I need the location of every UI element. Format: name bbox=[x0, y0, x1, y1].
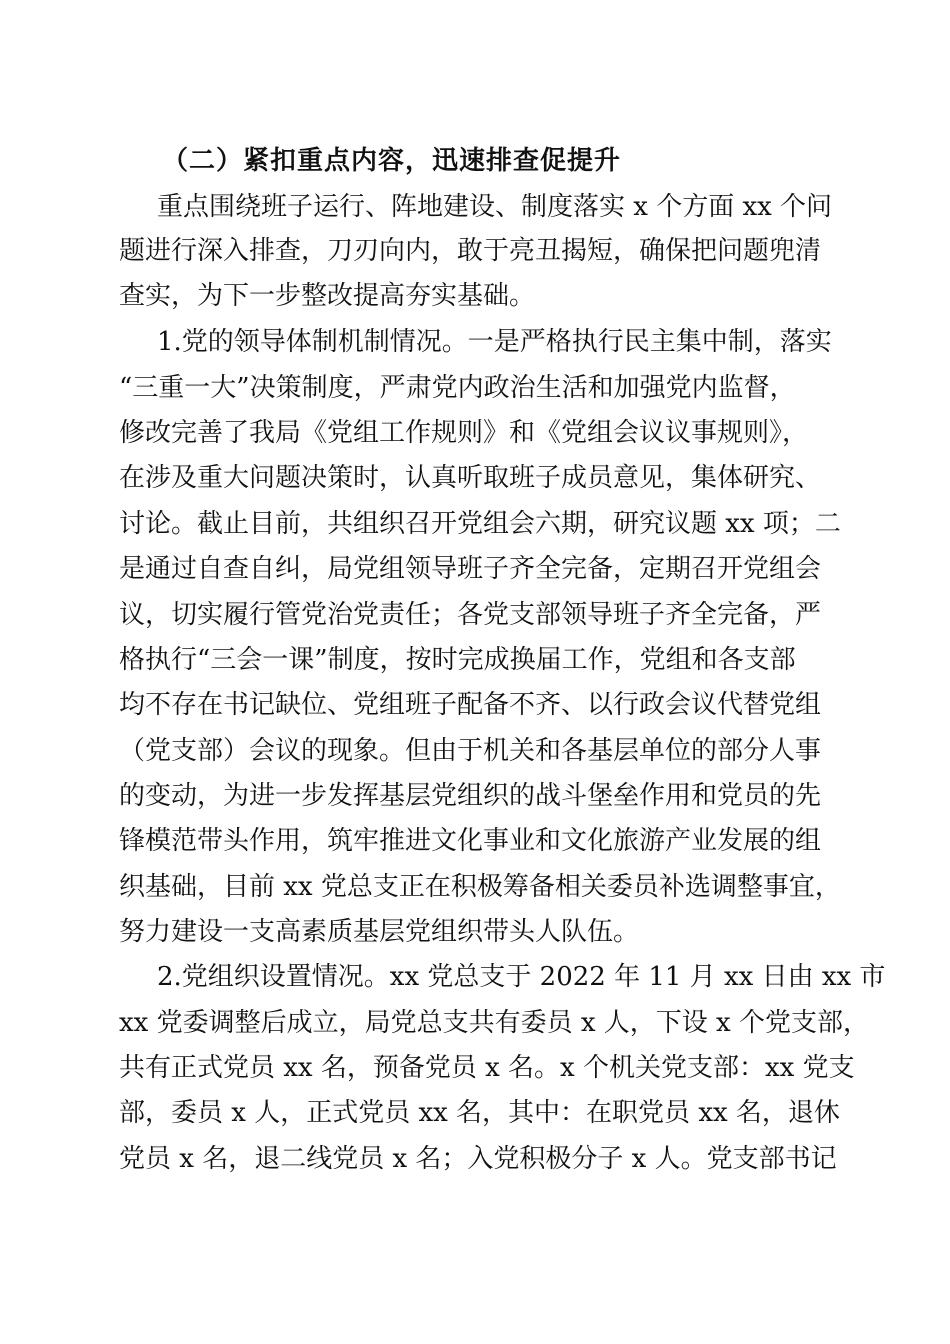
paragraph-2-line-6: 是通过自查自纠，局党组领导班子齐全完备，定期召开党组会 bbox=[119, 554, 822, 584]
paragraph-2-line-4: 在涉及重大问题决策时，认真听取班子成员意见，集体研究、 bbox=[119, 463, 822, 493]
paragraph-1-line-3: 查实，为下一步整改提高夯实基础。 bbox=[119, 281, 536, 311]
paragraph-1-line-2: 题进行深入排查，刀刃向内，敢于亮丑揭短，确保把问题兜清 bbox=[119, 236, 822, 266]
paragraph-3-line-5: 党员 x 名，退二线党员 x 名；入党积极分子 x 人。党支部书记 bbox=[119, 1144, 837, 1174]
paragraph-3-line-4: 部，委员 x 人，正式党员 xx 名，其中：在职党员 xx 名，退休 bbox=[119, 1098, 840, 1128]
paragraph-3-line-1: 2.党组织设置情况。xx 党总支于 2022 年 11 月 xx 日由 xx 市 bbox=[157, 962, 886, 992]
paragraph-2-line-10: （党支部）会议的现象。但由于机关和各基层单位的部分人事 bbox=[119, 736, 822, 766]
paragraph-2-line-14: 努力建设一支高素质基层党组织带头人队伍。 bbox=[119, 917, 640, 947]
paragraph-2-line-7: 议，切实履行管党治党责任；各党支部领导班子齐全完备，严 bbox=[119, 600, 822, 630]
paragraph-2-line-8: 格执行“三会一课”制度，按时完成换届工作，党组和各支部 bbox=[119, 645, 796, 675]
section-heading: （二）紧扣重点内容，迅速排查促提升 bbox=[162, 146, 622, 176]
paragraph-2-line-3: 修改完善了我局《党组工作规则》和《党组会议议事规则》， bbox=[119, 418, 809, 448]
paragraph-2-line-13: 织基础，目前 xx 党总支正在积极筹备相关委员补选调整事宜， bbox=[119, 872, 841, 902]
paragraph-2-line-12: 锋模范带头作用，筑牢推进文化事业和文化旅游产业发展的组 bbox=[119, 826, 822, 856]
paragraph-1-line-1: 重点围绕班子运行、阵地建设、制度落实 x 个方面 xx 个问 bbox=[157, 192, 833, 222]
paragraph-3-line-2: xx 党委调整后成立，局党总支共有委员 x 人，下设 x 个党支部， bbox=[119, 1008, 869, 1038]
paragraph-2-line-1: 1.党的领导体制机制情况。一是严格执行民主集中制，落实 bbox=[157, 327, 832, 357]
paragraph-2-line-9: 均不存在书记缺位、党组班子配备不齐、以行政会议代替党组 bbox=[119, 690, 822, 720]
paragraph-2-line-5: 讨论。截止目前，共组织召开党组会六期，研究议题 xx 项；二 bbox=[119, 509, 841, 539]
paragraph-3-line-3: 共有正式党员 xx 名，预备党员 x 名。x 个机关党支部：xx 党支 bbox=[119, 1053, 855, 1083]
paragraph-2-line-11: 的变动，为进一步发挥基层党组织的战斗堡垒作用和党员的先 bbox=[119, 781, 822, 811]
paragraph-2-line-2: “三重一大”决策制度，严肃党内政治生活和加强党内监督， bbox=[119, 373, 796, 403]
